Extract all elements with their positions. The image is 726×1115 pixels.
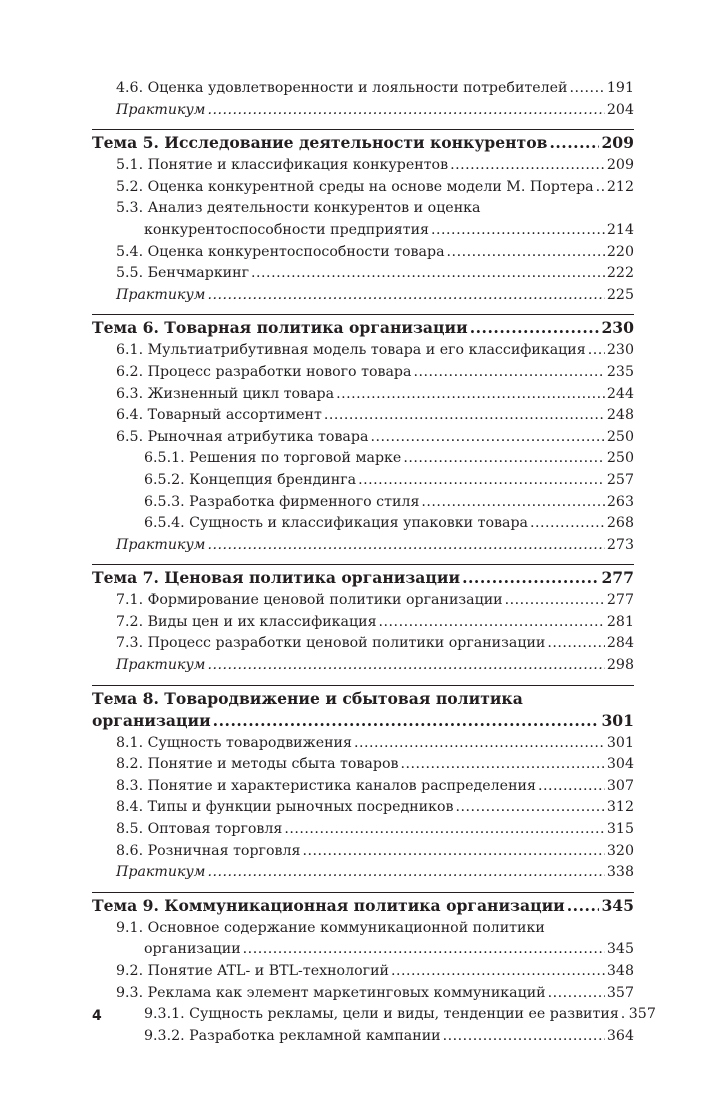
dot-leader [547,633,605,655]
toc-entry-title: 6.5.1. Решения по торговой марке [144,450,402,467]
toc-entry-title: 8.3. Понятие и характеристика каналов распределения [116,777,536,794]
toc-entry-title: 8.4. Типы и функции рыночных посредников [116,799,454,816]
dot-leader [207,862,604,884]
dot-leader [302,841,604,863]
toc-entry-title-line1: Тема 8. Товародвижение и сбытовая политика [92,688,523,708]
toc-entry-title: Практикум [116,101,206,118]
toc-page-number: 191 [606,80,634,96]
toc-entry[interactable] [92,263,634,285]
dot-leader [431,220,605,242]
toc-page-number: 345 [606,941,634,958]
toc-entry-title: 6.5.3. Разработка фирменного стиля [144,493,420,510]
toc-entry-title: 6.3. Жизненный цикл товара [116,385,335,402]
toc-page-number: 301 [601,710,634,730]
page-number: 4 [92,1008,102,1024]
dot-leader [621,1004,627,1026]
toc-page-number: 357 [606,984,634,1001]
toc-page-number: 230 [601,318,634,338]
toc-entry[interactable] [92,470,634,492]
toc-entry-title: 5.4. Оценка конкурентоспособности товара [116,243,445,260]
dot-leader [207,100,604,122]
dot-leader [324,405,605,427]
dot-leader [505,590,605,612]
dot-leader [391,961,605,983]
toc-entry[interactable] [92,862,634,884]
dot-leader [596,177,605,199]
toc-entry[interactable] [92,242,634,264]
dot-leader [567,895,600,917]
toc-entry[interactable] [92,177,634,199]
toc-page-number: 304 [606,756,634,773]
toc-chapter-entry[interactable] [92,688,634,733]
toc-entry-title: 9.3.2. Разработка рекламной кампании [144,1027,441,1044]
toc-page-number: 250 [606,428,634,445]
toc-page-number: 204 [606,101,634,118]
toc-entry-title: Практикум [116,536,206,553]
toc-section [92,78,634,121]
toc-chapter-entry[interactable] [92,317,634,340]
toc-entry[interactable] [92,492,634,514]
toc-entry-title: 6.5.4. Сущность и классификация упаковки товара [144,515,528,532]
toc-entry-title: Тема 9. Коммуникационная политика организации [92,895,565,915]
table-of-contents [92,78,656,1047]
toc-page-number: 214 [606,221,634,238]
toc-entry[interactable] [92,448,634,470]
toc-chapter-entry[interactable] [92,567,634,590]
toc-page-number: 277 [601,568,634,588]
toc-entry-title: 6.5.2. Концепция брендинга [144,471,357,488]
dot-leader [588,340,605,362]
toc-page-number: 301 [606,734,634,751]
toc-page-number: 277 [606,592,634,609]
toc-page-number: 263 [606,493,634,510]
dot-leader [336,384,605,406]
toc-entry[interactable] [92,776,634,798]
toc-section [92,564,634,676]
toc-entry[interactable] [92,513,634,535]
toc-entry-title: организации [92,710,211,730]
toc-entry[interactable] [92,819,634,841]
toc-entry-title: 9.2. Понятие ATL- и BTL-технологий [116,963,389,979]
toc-page-number: 348 [606,963,634,979]
toc-entry[interactable] [92,535,634,557]
toc-page-number: 268 [606,515,634,532]
toc-entry[interactable] [92,78,634,100]
toc-entry[interactable] [92,633,634,655]
dot-leader [354,733,605,755]
dot-leader [530,513,605,535]
dot-leader [284,819,605,841]
toc-entry[interactable] [92,362,634,384]
dot-leader [413,362,604,384]
toc-page-number: 220 [606,243,634,260]
dot-leader [456,797,605,819]
dot-leader [443,1026,605,1048]
dot-leader [570,78,605,100]
toc-entry-title: 8.1. Сущность товародвижения [116,734,352,751]
toc-page-number: 273 [606,536,634,553]
dot-leader [213,710,600,732]
toc-entry-title: 8.6. Розничная торговля [116,842,301,859]
toc-entry[interactable] [92,427,634,449]
toc-page-number: 248 [606,407,634,424]
toc-page-number: 244 [606,385,634,402]
toc-section [92,685,634,884]
toc-entry[interactable] [92,841,634,863]
toc-entry-title: 9.3.1. Сущность рекламы, цели и виды, тенденции ее развития [144,1006,619,1023]
toc-entry-title: 5.5. Бенчмаркинг [116,265,250,282]
dot-leader [207,655,604,677]
toc-chapter-entry[interactable] [92,132,634,155]
toc-entry[interactable] [92,983,634,1005]
toc-section [92,892,656,1048]
dot-leader [358,470,605,492]
toc-entry-title: 9.3. Реклама как элемент маркетинговых коммуникаций [116,984,546,1001]
dot-leader [207,285,604,307]
toc-page-number: 209 [601,133,634,153]
toc-section [92,314,634,556]
toc-entry-title: 6.5. Рыночная атрибутика товара [116,428,369,445]
toc-entry[interactable] [92,285,634,307]
dot-leader [251,263,605,285]
toc-entry-title: 7.3. Процесс разработки ценовой политики организации [116,635,546,652]
dot-leader [450,155,605,177]
toc-page-number: 320 [606,842,634,859]
toc-entry[interactable] [92,1026,634,1048]
toc-entry-title: Практикум [116,864,206,881]
toc-section [92,129,634,306]
toc-entry[interactable] [92,612,634,634]
dot-leader [421,492,605,514]
toc-entry[interactable] [92,405,634,427]
toc-page-number: 357 [628,1006,656,1023]
dot-leader [549,132,599,154]
dot-leader [207,535,604,557]
toc-page-number: 235 [606,363,634,380]
dot-leader [379,612,605,634]
toc-entry-title: 6.1. Мультиатрибутивная модель товара и его классификация [116,342,586,359]
toc-entry-title-line1: 5.3. Анализ деятельности конкурентов и оценка [116,200,481,217]
toc-page-number: 250 [606,450,634,467]
toc-page-number: 230 [606,342,634,359]
toc-entry[interactable] [92,655,634,677]
toc-entry[interactable] [92,198,634,241]
dot-leader [370,427,604,449]
toc-entry-title: 7.1. Формирование ценовой политики организации [116,592,503,609]
toc-chapter-entry[interactable] [92,895,634,918]
dot-leader [538,776,605,798]
dot-leader [548,983,605,1005]
toc-entry[interactable] [92,1004,656,1026]
toc-entry-title: Практикум [116,657,206,674]
toc-page-number: 298 [606,657,634,674]
toc-page-number: 315 [606,821,634,838]
toc-entry-title: 8.2. Понятие и методы сбыта товаров [116,756,399,773]
toc-entry[interactable] [92,961,634,983]
toc-page-number: 222 [606,265,634,282]
toc-entry[interactable] [92,797,634,819]
toc-entry-title: 6.4. Товарный ассортимент [116,407,322,424]
dot-leader [243,939,605,961]
toc-entry-title: 8.5. Оптовая торговля [116,821,283,838]
toc-page-number: 212 [606,178,634,195]
toc-page-number: 209 [606,157,634,174]
toc-entry[interactable] [92,754,634,776]
toc-entry-title: Тема 5. Исследование деятельности конкурентов [92,133,548,153]
toc-entry[interactable] [92,733,634,755]
toc-entry[interactable] [92,155,634,177]
toc-entry-title: 5.2. Оценка конкурентной среды на основе модели М. Портера [116,178,594,195]
toc-entry-title: конкурентоспособности предприятия [144,221,430,238]
toc-page-number: 364 [606,1027,634,1044]
dot-leader [447,242,605,264]
dot-leader [462,567,599,589]
toc-entry-title: 5.1. Понятие и классификация конкурентов [116,157,449,174]
toc-entry-title: 7.2. Виды цен и их классификация [116,613,377,630]
toc-entry[interactable] [92,340,634,362]
toc-page-number: 225 [606,286,634,303]
toc-entry-title-line1: 9.1. Основное содержание коммуникационной политики [116,919,545,936]
dot-leader [470,317,600,339]
toc-entry-title: 6.2. Процесс разработки нового товара [116,363,412,380]
toc-entry-title: Тема 7. Ценовая политика организации [92,568,461,588]
toc-page-number: 284 [606,635,634,652]
toc-page-number: 257 [606,471,634,488]
toc-entry-title: Тема 6. Товарная политика организации [92,318,468,338]
toc-page-number: 307 [606,777,634,794]
toc-entry-title: Практикум [116,286,206,303]
toc-page-number: 338 [606,864,634,881]
dot-leader [400,754,604,776]
toc-entry-title: организации [144,941,241,958]
toc-entry-title: 4.6. Оценка удовлетворенности и лояльности потребителей [116,80,568,96]
dot-leader [403,448,605,470]
toc-entry[interactable] [92,590,634,612]
toc-entry[interactable] [92,100,634,122]
toc-page-number: 281 [606,613,634,630]
toc-entry[interactable] [92,384,634,406]
toc-entry[interactable] [92,918,634,961]
toc-page-number: 312 [606,799,634,816]
toc-page-number: 345 [601,895,634,915]
